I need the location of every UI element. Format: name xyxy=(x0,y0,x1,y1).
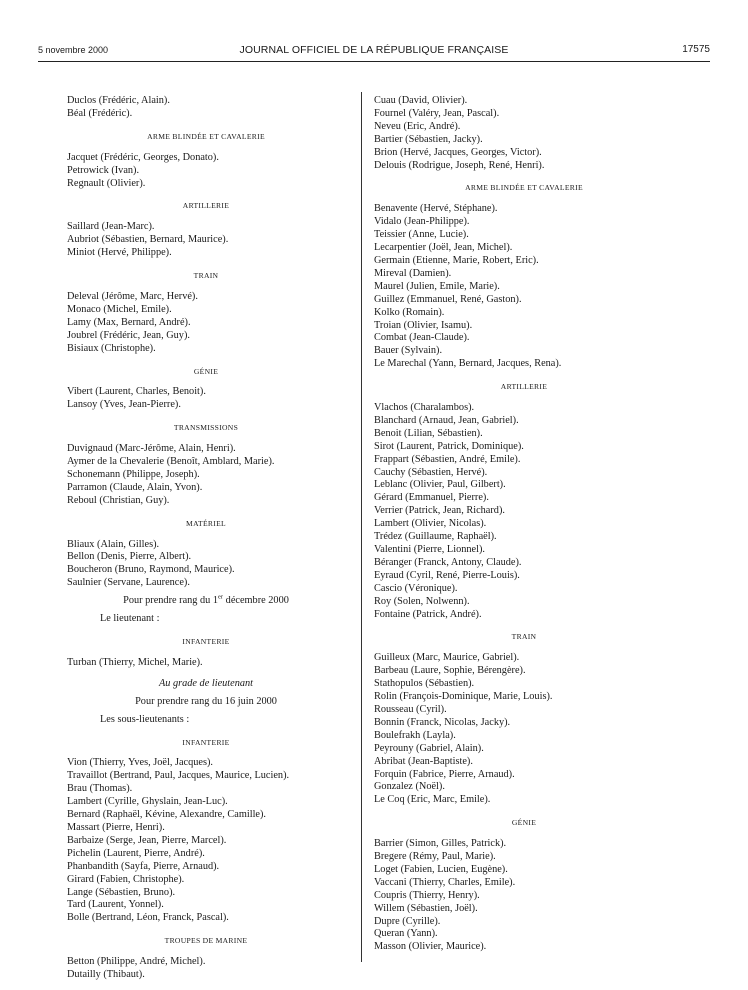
list-item: Delouis (Rodrigue, Joseph, René, Henri). xyxy=(374,159,545,171)
page-header xyxy=(38,44,710,60)
list-item: Loget (Fabien, Lucien, Eugène). xyxy=(374,863,508,875)
left-column xyxy=(67,95,345,982)
list-item: Béal (Frédéric). xyxy=(67,107,133,119)
list-item: Gérard (Emmanuel, Pierre). xyxy=(374,492,489,504)
list-item: Petrowick (Ivan). xyxy=(67,164,140,176)
list-item: Bolle (Bertrand, Léon, Franck, Pascal). xyxy=(67,912,229,924)
list-item: Abribat (Jean-Baptiste). xyxy=(374,755,473,767)
rank-date-ordinal: er xyxy=(218,593,224,601)
list-item: Roy (Solen, Nolwenn). xyxy=(374,595,470,607)
list-item: Vidalo (Jean-Philippe). xyxy=(374,216,470,228)
list-item: Teissier (Anne, Lucie). xyxy=(374,229,469,241)
list-item: Duclos (Frédéric, Alain). xyxy=(67,95,170,106)
header-title: JOURNAL OFFICIEL DE LA RÉPUBLIQUE FRANÇAISE xyxy=(239,44,509,56)
list-item: Valentini (Pierre, Lionnel). xyxy=(374,544,485,555)
list-item: Duvignaud (Marc-Jérôme, Alain, Henri). xyxy=(67,443,236,455)
list-item: Bliaux (Alain, Gilles). xyxy=(67,538,160,550)
list-item: Lambert (Cyrille, Ghyslain, Jean-Luc). xyxy=(67,796,228,808)
list-item: Trédez (Guillaume, Raphaël). xyxy=(374,531,497,543)
list-item: Peyrouny (Gabriel, Alain). xyxy=(374,742,484,754)
list-item: Phanbandith (Sayfa, Pierre, Arnaud). xyxy=(67,860,220,872)
list-item: Germain (Etienne, Marie, Robert, Eric). xyxy=(374,254,539,266)
list-item: Lambert (Olivier, Nicolas). xyxy=(374,518,487,530)
list-item: Deleval (Jérôme, Marc, Hervé). xyxy=(67,290,198,302)
list-item: Rolin (François-Dominique, Marie, Louis). xyxy=(374,691,553,703)
list-item: Le Coq (Eric, Marc, Emile). xyxy=(374,794,491,806)
list-item: Lamy (Max, Bernard, André). xyxy=(67,316,191,328)
list-item: Bisiaux (Christophe). xyxy=(67,342,156,354)
list-item: Leblanc (Olivier, Paul, Gilbert). xyxy=(374,479,506,491)
list-item: Vlachos (Charalambos). xyxy=(374,402,475,414)
section-heading: GÉNIE xyxy=(193,366,219,376)
list-item: Boulefrakh (Layla). xyxy=(374,729,456,741)
rank-date-prefix: Pour prendre rang du 1 xyxy=(123,595,219,607)
list-item: Maurel (Julien, Emile, Marie). xyxy=(374,280,500,292)
list-item: Dupre (Cyrille). xyxy=(374,915,441,927)
list-item: Bernard (Raphaël, Kévine, Alexandre, Camille). xyxy=(67,809,266,821)
list-item: Brion (Hervé, Jacques, Georges, Victor). xyxy=(374,146,542,158)
list-item: Saillard (Jean-Marc). xyxy=(67,221,155,233)
list-item: Bauer (Sylvain). xyxy=(374,345,443,357)
list-item: Joubrel (Frédéric, Jean, Guy). xyxy=(67,329,190,341)
section-heading: MATÉRIEL xyxy=(186,518,226,528)
list-item: Bonnin (Franck, Nicolas, Jacky). xyxy=(374,716,511,728)
list-item: Mireval (Damien). xyxy=(374,267,452,279)
list-item: Betton (Philippe, André, Michel). xyxy=(67,956,206,968)
list-item: Cascio (Véronique). xyxy=(374,582,458,594)
list-item: Miniot (Hervé, Philippe). xyxy=(67,247,172,259)
list-item: Coupris (Thierry, Henry). xyxy=(374,889,480,901)
list-item: Frappart (Sébastien, André, Emile). xyxy=(374,453,521,465)
header-page-number: 17575 xyxy=(682,44,710,55)
list-item: Aymer de la Chevalerie (Benoît, Amblard, Marie). xyxy=(67,456,275,468)
list-item: Regnault (Olivier). xyxy=(67,177,146,189)
list-item: Girard (Fabien, Christophe). xyxy=(67,873,185,885)
list-item: Vibert (Laurent, Charles, Benoit). xyxy=(67,386,206,398)
section-heading: INFANTERIE xyxy=(182,637,230,646)
section-heading: ARME BLINDÉE ET CAVALERIE xyxy=(147,131,265,141)
list-item: Le Marechal (Yann, Bernard, Jacques, Rena). xyxy=(374,358,562,370)
section-heading: ARTILLERIE xyxy=(500,382,548,392)
list-item: Travaillot (Bertrand, Paul, Jacques, Maurice, Lucien). xyxy=(67,770,290,782)
list-item: Gonzalez (Noël). xyxy=(374,781,445,793)
list-item: Barrier (Simon, Gilles, Patrick). xyxy=(374,838,507,850)
rank-date-suffix: décembre 2000 xyxy=(223,595,289,607)
list-item: Fontaine (Patrick, André). xyxy=(374,608,482,620)
list-item: Neveu (Eric, André). xyxy=(374,120,461,132)
list-item: Lange (Sébastien, Bruno). xyxy=(67,886,176,898)
list-item: Parramon (Claude, Alain, Yvon). xyxy=(67,481,203,493)
column-divider xyxy=(361,92,362,962)
header-date: 5 novembre 2000 xyxy=(38,45,109,55)
list-item: Fournel (Valéry, Jean, Pascal). xyxy=(374,107,500,119)
list-item: Aubriot (Sébastien, Bernard, Maurice). xyxy=(67,234,229,246)
list-item: Bellon (Denis, Pierre, Albert). xyxy=(67,551,192,563)
list-item: Brau (Thomas). xyxy=(67,783,133,795)
list-item: Massart (Pierre, Henri). xyxy=(67,821,165,833)
list-item: Guilleux (Marc, Maurice, Gabriel). xyxy=(374,652,520,664)
rank-date-line: Pour prendre rang du 16 juin 2000 xyxy=(135,695,277,707)
list-item: Masson (Olivier, Maurice). xyxy=(374,941,487,953)
list-item: Monaco (Michel, Emile). xyxy=(67,303,172,315)
list-item: Schonemann (Philippe, Joseph). xyxy=(67,468,200,480)
list-item: Barbeau (Laure, Sophie, Bérengère). xyxy=(374,665,526,677)
list-item: Vaccani (Thierry, Charles, Emile). xyxy=(374,876,516,888)
list-item: Cauchy (Sébastien, Hervé). xyxy=(374,466,488,478)
section-heading: TRAIN xyxy=(193,271,219,281)
list-item: Queran (Yann). xyxy=(374,928,438,940)
list-item: Lecarpentier (Joël, Jean, Michel). xyxy=(374,242,513,254)
grade-heading: Au grade de lieutenant xyxy=(158,677,254,689)
list-item: Benoit (Lilian, Sébastien). xyxy=(374,427,483,439)
list-item: Jacquet (Frédéric, Georges, Donato). xyxy=(67,151,219,163)
rank-label: Le lieutenant : xyxy=(100,613,160,625)
list-item: Reboul (Christian, Guy). xyxy=(67,494,170,506)
list-item: Turban (Thierry, Michel, Marie). xyxy=(67,656,203,668)
rank-date-line xyxy=(67,595,345,608)
right-column xyxy=(374,95,674,954)
list-item: Barbaize (Serge, Jean, Pierre, Marcel). xyxy=(67,834,227,846)
list-item: Cuau (David, Olivier). xyxy=(374,95,468,106)
list-item: Bregere (Rémy, Paul, Marie). xyxy=(374,851,496,863)
list-item: Willem (Sébastien, Joël). xyxy=(374,902,478,914)
list-item: Saulnier (Servane, Laurence). xyxy=(67,577,190,589)
list-item: Boucheron (Bruno, Raymond, Maurice). xyxy=(67,564,235,576)
header-rule xyxy=(38,61,710,62)
list-item: Benavente (Hervé, Stéphane). xyxy=(374,203,498,215)
list-item: Combat (Jean-Claude). xyxy=(374,332,470,344)
list-item: Tard (Laurent, Yonnel). xyxy=(67,899,164,911)
section-heading: GÉNIE xyxy=(511,818,537,828)
list-item: Bartier (Sébastien, Jacky). xyxy=(374,133,483,145)
rank-label: Les sous-lieutenants : xyxy=(100,713,190,725)
list-item: Troian (Olivier, Isamu). xyxy=(374,319,473,331)
list-item: Vion (Thierry, Yves, Joël, Jacques). xyxy=(67,757,213,769)
list-item: Dutailly (Thibaut). xyxy=(67,969,145,981)
list-item: Sirot (Laurent, Patrick, Dominique). xyxy=(374,440,524,452)
section-heading: INFANTERIE xyxy=(182,737,230,747)
section-heading: TROUPES DE MARINE xyxy=(164,936,248,946)
list-item: Kolko (Romain). xyxy=(374,306,445,318)
list-item: Eyraud (Cyril, René, Pierre-Louis). xyxy=(374,569,520,581)
list-item: Pichelin (Laurent, Pierre, André). xyxy=(67,847,205,859)
list-item: Guillez (Emmanuel, René, Gaston). xyxy=(374,293,522,305)
section-heading: TRAIN xyxy=(511,632,537,642)
section-heading: ARTILLERIE xyxy=(182,201,230,211)
list-item: Stathopulos (Sébastien). xyxy=(374,678,475,690)
list-item: Béranger (Franck, Antony, Claude). xyxy=(374,556,522,568)
list-item: Forquin (Fabrice, Pierre, Arnaud). xyxy=(374,768,515,780)
list-item: Blanchard (Arnaud, Jean, Gabriel). xyxy=(374,414,519,426)
section-heading: TRANSMISSIONS xyxy=(173,423,239,433)
list-item: Verrier (Patrick, Jean, Richard). xyxy=(374,505,505,517)
list-item: Lansoy (Yves, Jean-Pierre). xyxy=(67,399,181,411)
section-heading: ARME BLINDÉE ET CAVALERIE xyxy=(465,183,583,193)
list-item: Rousseau (Cyril). xyxy=(374,703,447,715)
